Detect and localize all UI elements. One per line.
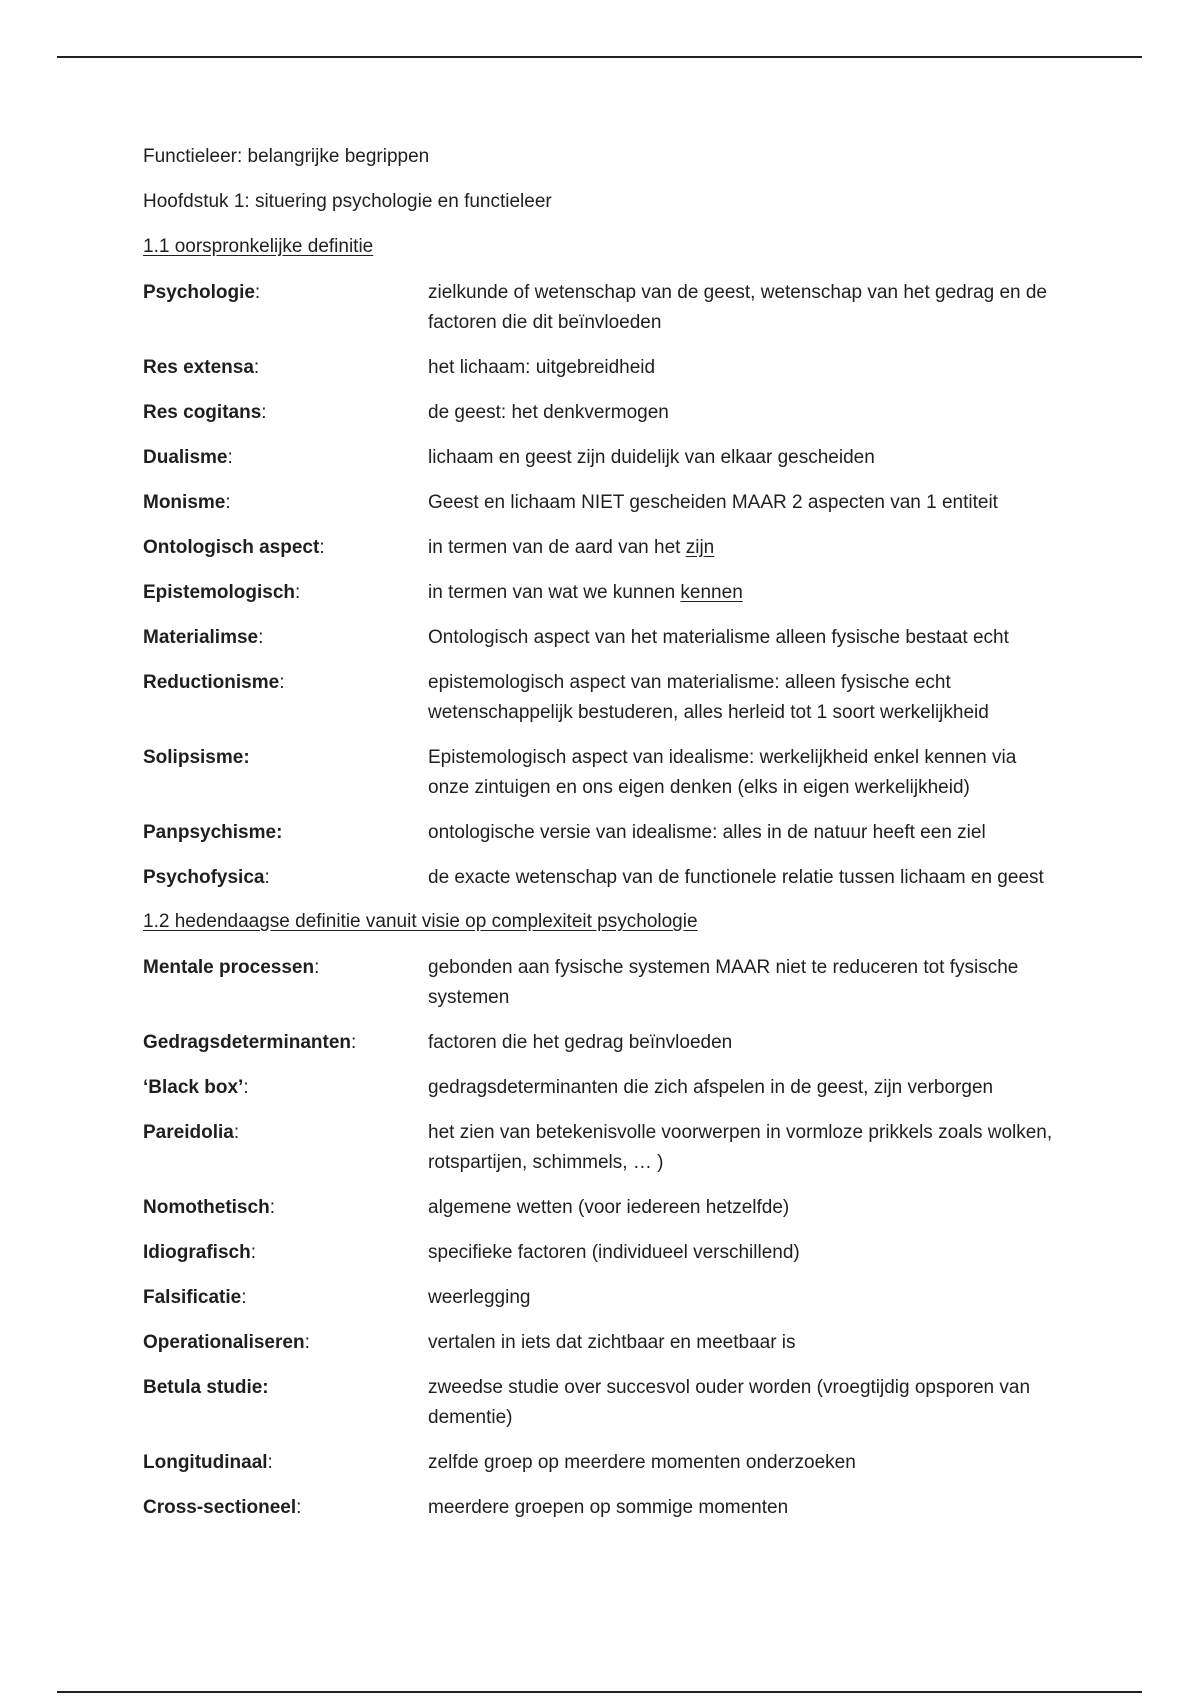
- glossary-term-cell: [143, 533, 428, 563]
- glossary-term-colon: :: [253, 357, 260, 378]
- glossary-definition: factoren die het gedrag beïnvloeden: [428, 1032, 733, 1053]
- glossary-term-colon: :: [269, 1197, 275, 1218]
- glossary-term-colon: :: [319, 537, 325, 558]
- glossary-row: [143, 1283, 1063, 1313]
- header-rule: [57, 56, 1142, 58]
- glossary-term-cell: [143, 488, 428, 518]
- glossary-term: Mentale processen: [143, 957, 315, 978]
- glossary-definition-cell: [428, 533, 1060, 563]
- glossary-term-cell: [143, 1373, 428, 1403]
- glossary-definition: gebonden aan fysische systemen MAAR niet te reduceren tot fysische systemen: [428, 957, 1019, 1008]
- glossary-term-colon: :: [250, 1242, 256, 1263]
- glossary-definition-cell: [428, 488, 1060, 518]
- glossary-term: Psychofysica: [143, 867, 265, 888]
- glossary-definition-emphasis: zijn: [685, 537, 715, 558]
- glossary-term: Idiografisch: [143, 1242, 251, 1263]
- glossary-row: [143, 353, 1063, 383]
- glossary-term-colon: :: [233, 1122, 240, 1143]
- glossary-term: Operationaliseren: [143, 1332, 305, 1353]
- glossary-definition: gedragsdeterminanten die zich afspelen in de geest, zijn verborgen: [428, 1077, 994, 1098]
- glossary-term: Ontologisch aspect: [143, 537, 320, 558]
- glossary-definition: Geest en lichaam NIET gescheiden MAAR 2 aspecten van 1 entiteit: [428, 492, 998, 513]
- glossary-term: Psychologie: [143, 282, 255, 303]
- glossary-definition: Ontologisch aspect van het materialisme alleen fysische bestaat echt: [428, 627, 1009, 648]
- glossary-term: Nomothetisch: [143, 1197, 270, 1218]
- glossary-definition: in termen van wat we kunnen: [428, 582, 681, 603]
- glossary-row: [143, 1238, 1063, 1268]
- glossary-definition-cell: [428, 353, 1060, 383]
- glossary-term-cell: [143, 1448, 428, 1478]
- glossary-term: Res extensa: [143, 357, 254, 378]
- glossary-term-cell: [143, 578, 428, 608]
- glossary-row: [143, 278, 1063, 338]
- glossary-definition: de exacte wetenschap van de functionele relatie tussen lichaam en geest: [428, 867, 1044, 888]
- glossary-list-1-1: [143, 278, 1063, 893]
- glossary-term-cell: [143, 1118, 428, 1148]
- glossary-row: [143, 1073, 1063, 1103]
- glossary-term-cell: [143, 953, 428, 983]
- glossary-term-cell: [143, 353, 428, 383]
- glossary-definition-cell: [428, 443, 1060, 473]
- glossary-definition-cell: [428, 623, 1060, 653]
- glossary-row: [143, 1118, 1063, 1178]
- document-title: Functieleer: belangrijke begrippen: [143, 146, 430, 167]
- glossary-term: Dualisme: [143, 447, 228, 468]
- glossary-term-colon: :: [261, 402, 267, 423]
- glossary-term: Betula studie:: [143, 1377, 269, 1398]
- glossary-term-colon: :: [243, 1077, 249, 1098]
- glossary-row: [143, 668, 1063, 728]
- glossary-definition-cell: [428, 1238, 1060, 1268]
- glossary-term-cell: [143, 1238, 428, 1268]
- glossary-term-cell: [143, 1193, 428, 1223]
- glossary-definition-cell: [428, 1193, 1060, 1223]
- glossary-definition: zweedse studie over succesvol ouder worden (vroegtijdig opsporen van dementie): [428, 1377, 1031, 1428]
- glossary-definition-emphasis: kennen: [680, 582, 743, 603]
- glossary-term-cell: [143, 443, 428, 473]
- glossary-term: Falsificatie: [143, 1287, 242, 1308]
- glossary-term: Reductionisme: [143, 672, 280, 693]
- glossary-definition: vertalen in iets dat zichtbaar en meetbaar is: [428, 1332, 796, 1353]
- glossary-term-colon: :: [241, 1287, 247, 1308]
- glossary-definition: lichaam en geest zijn duidelijk van elkaar gescheiden: [428, 447, 875, 468]
- glossary-definition-cell: [428, 1448, 1060, 1478]
- document-body: [143, 143, 1063, 1538]
- glossary-row: [143, 1193, 1063, 1223]
- glossary-term: ‘Black box’: [143, 1077, 244, 1098]
- glossary-definition-cell: [428, 1328, 1060, 1358]
- glossary-term: Longitudinaal: [143, 1452, 268, 1473]
- glossary-term: Epistemologisch: [143, 582, 296, 603]
- glossary-row: [143, 953, 1063, 1013]
- glossary-term: Res cogitans: [143, 402, 262, 423]
- glossary-term: Solipsisme:: [143, 747, 250, 768]
- glossary-row: [143, 1448, 1063, 1478]
- glossary-term-colon: :: [279, 672, 285, 693]
- glossary-definition-cell: [428, 398, 1060, 428]
- glossary-definition-cell: [428, 668, 1060, 728]
- glossary-term-cell: [143, 1493, 428, 1523]
- glossary-definition: epistemologisch aspect van materialisme: alleen fysische echt wetenschappelijk bestuderen, alles herleid tot 1 soort werkelijkheid: [428, 672, 989, 723]
- glossary-definition-cell: [428, 1493, 1060, 1523]
- glossary-term-cell: [143, 398, 428, 428]
- chapter-heading: Hoofdstuk 1: situering psychologie en functieleer: [143, 191, 552, 212]
- glossary-term-colon: :: [295, 582, 301, 603]
- glossary-term-cell: [143, 1028, 428, 1058]
- glossary-definition: meerdere groepen op sommige momenten: [428, 1497, 789, 1518]
- glossary-row: [143, 443, 1063, 473]
- glossary-term-colon: :: [225, 492, 231, 513]
- glossary-term-colon: :: [304, 1332, 310, 1353]
- glossary-term: Cross-sectioneel: [143, 1497, 297, 1518]
- glossary-definition-cell: [428, 1073, 1060, 1103]
- glossary-row: [143, 623, 1063, 653]
- glossary-definition-cell: [428, 1118, 1060, 1178]
- glossary-definition: Epistemologisch aspect van idealisme: werkelijkheid enkel kennen via onze zintuigen en ons eigen denken (elks in eigen werkelijkheid): [428, 747, 1017, 798]
- glossary-term-cell: [143, 863, 428, 893]
- section-heading-1-2: 1.2 hedendaagse definitie vanuit visie op complexiteit psychologie: [143, 911, 698, 932]
- glossary-term-cell: [143, 818, 428, 848]
- glossary-definition: specifieke factoren (individueel verschillend): [428, 1242, 800, 1263]
- glossary-term-cell: [143, 1283, 428, 1313]
- glossary-term-cell: [143, 1328, 428, 1358]
- glossary-definition-cell: [428, 743, 1060, 803]
- glossary-term: Monisme: [143, 492, 226, 513]
- glossary-definition-cell: [428, 953, 1060, 1013]
- glossary-term-colon: :: [254, 282, 261, 303]
- glossary-definition-cell: [428, 863, 1060, 893]
- glossary-row: [143, 488, 1063, 518]
- glossary-term: Gedragsdeterminanten: [143, 1032, 351, 1053]
- glossary-term-colon: :: [314, 957, 320, 978]
- glossary-definition-cell: [428, 278, 1060, 338]
- glossary-row: [143, 1493, 1063, 1523]
- glossary-term-colon: :: [267, 1452, 273, 1473]
- glossary-term-cell: [143, 668, 428, 698]
- glossary-term-cell: [143, 743, 428, 773]
- glossary-row: [143, 818, 1063, 848]
- glossary-term-colon: :: [264, 867, 270, 888]
- glossary-term-colon: :: [258, 627, 264, 648]
- glossary-definition: de geest: het denkvermogen: [428, 402, 669, 423]
- glossary-term: Pareidolia: [143, 1122, 234, 1143]
- glossary-definition-cell: [428, 578, 1060, 608]
- glossary-term-cell: [143, 278, 428, 308]
- section-heading-1-1: 1.1 oorspronkelijke definitie: [143, 236, 374, 257]
- glossary-definition-cell: [428, 1373, 1060, 1433]
- glossary-row: [143, 398, 1063, 428]
- glossary-definition-cell: [428, 1283, 1060, 1313]
- glossary-row: [143, 743, 1063, 803]
- glossary-row: [143, 1373, 1063, 1433]
- glossary-term-colon: :: [351, 1032, 357, 1053]
- glossary-term-cell: [143, 623, 428, 653]
- glossary-row: [143, 533, 1063, 563]
- glossary-row: [143, 863, 1063, 893]
- glossary-definition: zielkunde of wetenschap van de geest, wetenschap van het gedrag en de factoren die dit beïnvloeden: [428, 282, 1047, 333]
- glossary-row: [143, 1328, 1063, 1358]
- glossary-definition: algemene wetten (voor iedereen hetzelfde): [428, 1197, 790, 1218]
- glossary-row: [143, 578, 1063, 608]
- glossary-list-1-2: [143, 953, 1063, 1523]
- glossary-definition: het lichaam: uitgebreidheid: [428, 357, 656, 378]
- footer-rule: [57, 1691, 1142, 1693]
- glossary-definition: ontologische versie van idealisme: alles in de natuur heeft een ziel: [428, 822, 986, 843]
- glossary-term-cell: [143, 1073, 428, 1103]
- glossary-definition: in termen van de aard van het: [428, 537, 686, 558]
- glossary-row: [143, 1028, 1063, 1058]
- glossary-term-colon: :: [227, 447, 233, 468]
- glossary-definition-cell: [428, 1028, 1060, 1058]
- glossary-term: Panpsychisme:: [143, 822, 283, 843]
- glossary-definition: weerlegging: [428, 1287, 531, 1308]
- glossary-definition: zelfde groep op meerdere momenten onderzoeken: [428, 1452, 856, 1473]
- glossary-term-colon: :: [296, 1497, 302, 1518]
- glossary-definition-cell: [428, 818, 1060, 848]
- glossary-term: Materialimse: [143, 627, 259, 648]
- glossary-definition: het zien van betekenisvolle voorwerpen in vormloze prikkels zoals wolken, rotspartijen, schimmels, … ): [428, 1122, 1053, 1173]
